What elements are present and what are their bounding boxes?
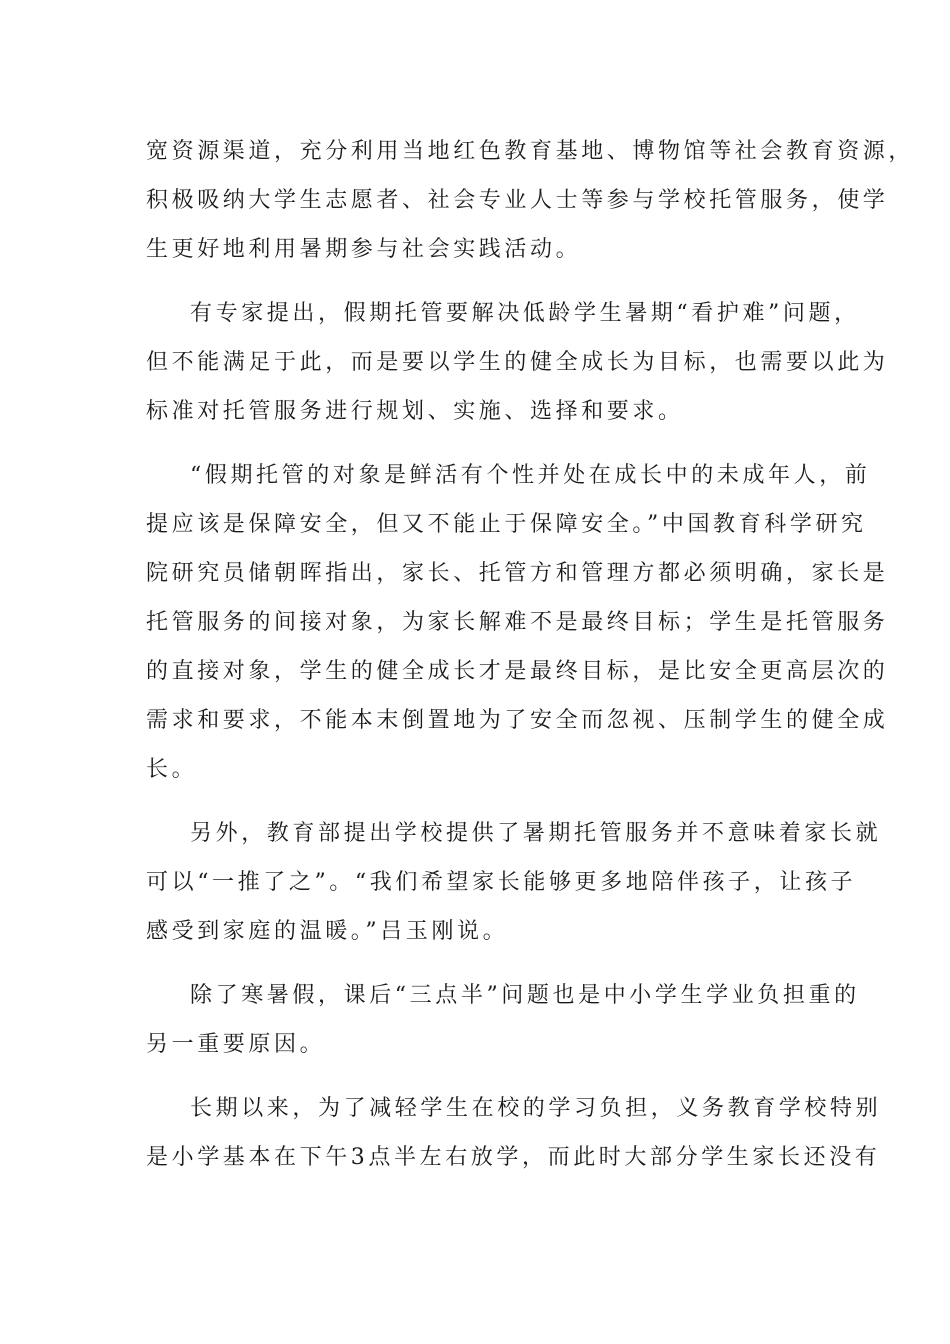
paragraph-2-line-1: 提应该是保障安全，但又不能止于保障安全。”中国教育科学研究 [146,512,867,537]
paragraph-2-line-0: “假期托管的对象是鲜活有个性并处在成长中的未成年人，前 [190,463,871,488]
paragraph-2-line-5: 需求和要求，不能本末倒置地为了安全而忽视、压制学生的健全成 [146,708,889,733]
paragraph-0-line-0: 宽资源渠道，充分利用当地红色教育基地、博物馆等社会教育资源， [146,139,915,164]
paragraph-2-line-4: 的直接对象，学生的健全成长才是最终目标，是比安全更高层次的 [146,659,889,684]
paragraph-5-line-1: 是小学基本在下午3点半左右放学，而此时大部分学生家长还没有 [146,1145,881,1170]
paragraph-2-line-3: 托管服务的间接对象，为家长解难不是最终目标；学生是托管服务 [146,610,889,635]
paragraph-4-line-0: 除了寒暑假，课后“三点半”问题也是中小学生学业负担重的 [190,983,860,1008]
paragraph-0-line-1: 积极吸纳大学生志愿者、社会专业人士等参与学校托管服务，使学 [146,188,889,213]
paragraph-5-line-0: 长期以来，为了减轻学生在校的学习负担，义务教育学校特别 [190,1096,882,1121]
paragraph-1-line-0: 有专家提出，假期托管要解决低龄学生暑期“看护难”问题， [190,301,860,326]
paragraph-3-line-0: 另外，教育部提出学校提供了暑期托管服务并不意味着家长就 [190,821,882,846]
paragraph-1-line-2: 标准对托管服务进行规划、实施、选择和要求。 [146,399,684,424]
paragraph-3-line-1: 可以“一推了之”。“我们希望家长能够更多地陪伴孩子，让孩子 [146,870,857,895]
paragraph-2-line-2: 院研究员储朝晖指出，家长、托管方和管理方都必须明确，家长是 [146,561,889,586]
paragraph-2-line-6: 长。 [146,757,198,782]
paragraph-1-line-1: 但不能满足于此，而是要以学生的健全成长为目标，也需要以此为 [146,350,889,375]
paragraph-0-line-2: 生更好地利用暑期参与社会实践活动。 [146,237,582,262]
paragraph-4-line-1: 另一重要原因。 [146,1032,326,1057]
paragraph-3-line-2: 感受到家庭的温暖。”吕玉刚说。 [146,919,509,944]
